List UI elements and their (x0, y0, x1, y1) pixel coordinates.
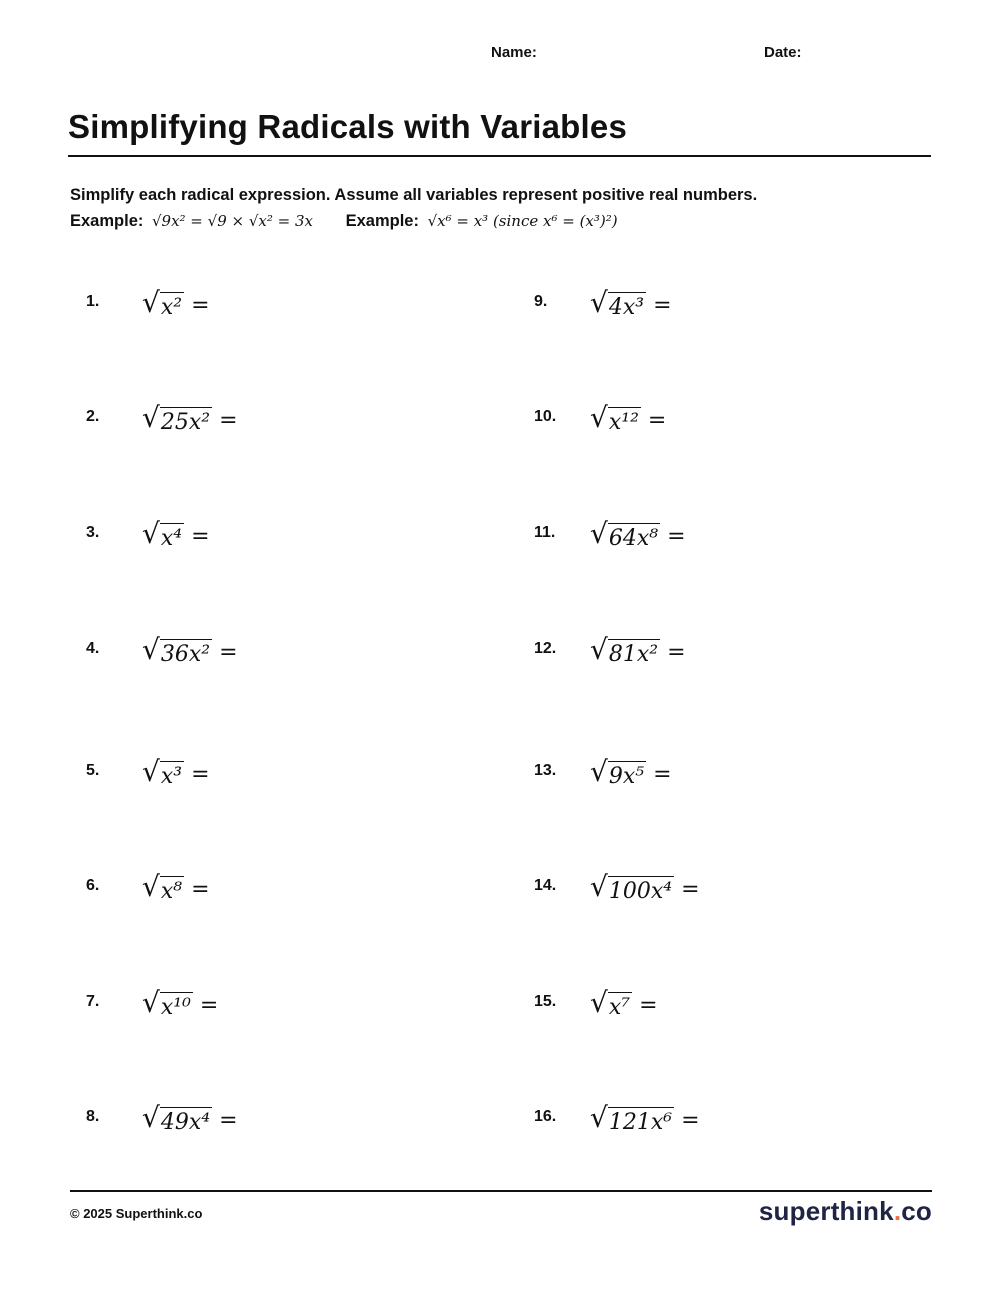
radicand: x¹² (608, 407, 641, 438)
problem-expression (142, 867, 210, 910)
problem-expression (590, 752, 672, 795)
problem-item (534, 283, 914, 323)
problem-number: 10. (534, 408, 557, 425)
radical (590, 398, 641, 438)
footer-divider (70, 1190, 932, 1192)
problem-expression (142, 514, 210, 557)
problem-expression (590, 983, 658, 1026)
radicand: x¹⁰ (160, 992, 193, 1023)
example-2-expression: √x⁶ = x³ (since x⁶ = (x³)²) (427, 212, 618, 230)
radicand: 121x⁶ (608, 1107, 674, 1138)
radical-sign-icon: √ (142, 286, 160, 319)
radical (142, 752, 184, 792)
problem-number: 11. (534, 524, 556, 541)
problem-item (86, 752, 466, 792)
problem-number: 7. (86, 993, 100, 1010)
problem-number: 5. (86, 762, 100, 779)
problem-item (534, 514, 914, 554)
problem-number: 13. (534, 762, 557, 779)
equals-sign: = (639, 993, 658, 1018)
radical (142, 283, 184, 323)
radical-sign-icon: √ (142, 986, 160, 1019)
problem-expression (142, 630, 238, 673)
radical (590, 983, 632, 1023)
radicand: 9x⁵ (608, 761, 646, 792)
radicand: x⁸ (160, 876, 184, 907)
radical (590, 283, 646, 323)
problem-expression (590, 1098, 700, 1141)
radical (142, 1098, 212, 1138)
problem-item (86, 983, 466, 1023)
radicand: 64x⁸ (608, 523, 660, 554)
equals-sign: = (667, 524, 686, 549)
example-1-label: Example: (70, 212, 144, 230)
radical-sign-icon: √ (590, 633, 608, 666)
problem-number: 9. (534, 293, 548, 310)
example-2-label: Example: (345, 212, 419, 230)
radicand: 100x⁴ (608, 876, 674, 907)
radical (142, 514, 184, 554)
equals-sign: = (219, 640, 238, 665)
equals-sign: = (681, 1108, 700, 1133)
radicand: 4x³ (608, 292, 646, 323)
brand-logo (759, 1196, 932, 1227)
problem-expression (590, 283, 672, 326)
copyright-text: © 2025 Superthink.co (70, 1206, 203, 1221)
problem-number: 4. (86, 640, 100, 657)
brand-dot: . (893, 1196, 902, 1226)
problem-item (534, 867, 914, 907)
problem-item (534, 1098, 914, 1138)
problem-number: 15. (534, 993, 557, 1010)
radicand: x² (160, 292, 184, 323)
problem-item (86, 867, 466, 907)
problem-number: 3. (86, 524, 100, 541)
title-divider (68, 155, 931, 157)
radicand: 25x² (160, 407, 212, 438)
equals-sign: = (191, 877, 210, 902)
radicand: x⁷ (608, 992, 632, 1023)
radical (590, 1098, 674, 1138)
radical (590, 867, 674, 907)
radicand: 81x² (608, 639, 660, 670)
problem-number: 2. (86, 408, 100, 425)
problem-item (86, 398, 466, 438)
equals-sign: = (647, 408, 667, 433)
equals-sign: = (191, 762, 210, 787)
radical (590, 514, 660, 554)
radical (142, 398, 212, 438)
problem-number: 16. (534, 1108, 557, 1125)
radical (590, 752, 646, 792)
radical-sign-icon: √ (142, 401, 160, 434)
radical (142, 630, 212, 670)
problem-number: 12. (534, 640, 557, 657)
radical-sign-icon: √ (142, 517, 160, 550)
examples-line (70, 212, 618, 231)
radical-sign-icon: √ (142, 1101, 160, 1134)
instructions: Simplify each radical expression. Assume all variables represent positive real numbers. (70, 186, 758, 204)
radical (590, 630, 660, 670)
problem-item (86, 514, 466, 554)
radical (142, 983, 193, 1023)
example-1-expression: √9x² = √9 × √x² = 3x (151, 212, 313, 230)
name-label: Name: (491, 44, 537, 61)
problem-expression (142, 1098, 238, 1141)
page-title: Simplifying Radicals with Variables (68, 108, 628, 145)
radical-sign-icon: √ (142, 633, 160, 666)
equals-sign: = (191, 524, 210, 549)
radical-sign-icon: √ (590, 401, 608, 434)
radicand: x⁴ (160, 523, 184, 554)
equals-sign: = (191, 293, 210, 318)
problem-number: 14. (534, 877, 557, 894)
problem-item (534, 752, 914, 792)
problem-item (86, 283, 466, 323)
problem-expression (590, 867, 700, 910)
equals-sign: = (219, 408, 238, 433)
equals-sign: = (681, 877, 700, 902)
problem-expression (142, 398, 238, 441)
equals-sign: = (219, 1108, 238, 1133)
problem-item (534, 398, 914, 438)
problem-number: 1. (86, 293, 100, 310)
equals-sign: = (653, 762, 672, 787)
problem-expression (142, 283, 210, 326)
problem-item (534, 983, 914, 1023)
radical-sign-icon: √ (590, 755, 608, 788)
problem-item (86, 630, 466, 670)
radicand: 49x⁴ (160, 1107, 212, 1138)
radical (142, 867, 184, 907)
radicand: 36x² (160, 639, 212, 670)
date-label: Date: (764, 44, 802, 61)
equals-sign: = (667, 640, 686, 665)
radical-sign-icon: √ (590, 286, 608, 319)
radicand: x³ (160, 761, 184, 792)
problem-expression (590, 514, 686, 557)
problem-item (86, 1098, 466, 1138)
radical-sign-icon: √ (142, 755, 160, 788)
problem-item (534, 630, 914, 670)
problem-expression (142, 752, 210, 795)
brand-name: superthink (758, 1196, 894, 1226)
equals-sign: = (653, 293, 672, 318)
problem-expression (590, 630, 686, 673)
radical-sign-icon: √ (590, 986, 608, 1019)
problem-number: 6. (86, 877, 100, 894)
problem-number: 8. (86, 1108, 100, 1125)
radical-sign-icon: √ (590, 870, 608, 903)
radical-sign-icon: √ (142, 870, 160, 903)
problem-expression (590, 398, 666, 441)
radical-sign-icon: √ (590, 1101, 608, 1134)
equals-sign: = (199, 993, 219, 1018)
problem-expression (142, 983, 218, 1026)
brand-tld: co (901, 1196, 932, 1226)
radical-sign-icon: √ (590, 517, 608, 550)
